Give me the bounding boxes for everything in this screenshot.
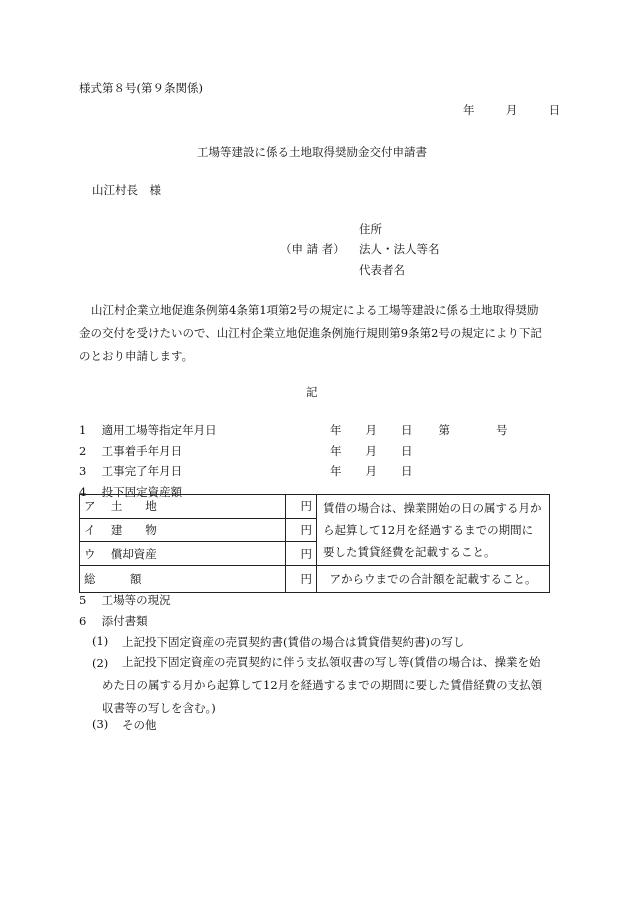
assets-cell <box>80 495 286 519</box>
row-name: 建 物 <box>110 522 157 537</box>
note-lease: 賃借の場合は、操業開始の日の属する月から起算して12月を経過するまでの期間に要した賃貸経費を記載すること。 <box>317 495 550 566</box>
total-unit: 円 <box>285 566 316 593</box>
form-number: 様式第８号(第９条関係) <box>79 81 203 95</box>
item-2-num: 2 <box>79 444 87 458</box>
item-3-num: 3 <box>79 464 87 478</box>
row-unit: 円 <box>285 518 316 542</box>
item-4-label: 投下固定資産額 <box>101 485 183 499</box>
attachment-1-num: (1) <box>92 634 109 648</box>
item-1-label: 適用工場等指定年月日 <box>101 423 217 437</box>
item-2-year: 年 <box>330 444 342 458</box>
item-1-go: 号 <box>496 423 508 437</box>
item-1-year: 年 <box>330 423 342 437</box>
row-unit: 円 <box>285 495 316 519</box>
item-1 <box>79 422 217 438</box>
item-3-month: 月 <box>365 464 377 478</box>
attachment-3-text: その他 <box>122 718 157 732</box>
item-3 <box>79 463 182 479</box>
attachment-2-num: (2) <box>92 656 109 670</box>
item-3-label: 工事完了年月日 <box>101 464 183 478</box>
page-title: 工場等建設に係る土地取得奨励金交付申請書 <box>197 145 427 159</box>
total-name: 総 額 <box>80 566 286 593</box>
item-6 <box>79 613 148 629</box>
item-3-date <box>330 463 413 479</box>
item-5-label: 工場等の現況 <box>101 593 171 607</box>
item-1-num: 1 <box>79 423 87 437</box>
applicant-role: （申 請 者） <box>280 242 345 256</box>
note-total: アからウまでの合計額を記載すること。 <box>317 566 550 593</box>
row-prefix: イ <box>84 522 96 537</box>
applicant-rep-label: 代表者名 <box>359 263 405 277</box>
applicant-corp-label: 法人・法人等名 <box>359 242 440 256</box>
item-1-day: 日 <box>401 423 413 437</box>
item-5 <box>79 592 171 608</box>
attachment-3-num: (3) <box>92 717 109 731</box>
date-day: 日 <box>548 103 561 117</box>
date-line <box>463 102 560 118</box>
attachment-1-text: 上記投下固定資産の売買契約書(賃借の場合は賃貸借契約書)の写し <box>122 635 465 649</box>
attachment-2-text: 上記投下固定資産の売買契約に伴う支払領収書の写し等(賃借の場合は、操業を始めた日の属する月から起算して12月を経過するまでの期間に要した賃借経費の支払領収書等の写しを含む。) <box>102 655 543 715</box>
row-prefix: ア <box>84 499 96 514</box>
item-3-year: 年 <box>330 464 342 478</box>
item-2-month: 月 <box>365 444 377 458</box>
item-2-date <box>330 443 413 459</box>
item-1-month: 月 <box>365 423 377 437</box>
assets-cell <box>80 518 286 542</box>
ki-heading: 記 <box>306 385 318 399</box>
date-year: 年 <box>463 103 475 117</box>
date-month: 月 <box>505 103 518 117</box>
row-unit: 円 <box>285 542 316 566</box>
assets-cell <box>80 542 286 566</box>
assets-row-total <box>80 566 550 593</box>
assets-table <box>79 494 550 593</box>
item-2 <box>79 443 182 459</box>
body-text: 山江村企業立地促進条例第4条第1項第2号の規定による工場等建設に係る土地取得奨励金の交付を受けたいので、山江村企業立地促進条例施行規則第9条第2号の規定により下記のとおり申請します。 <box>79 303 542 363</box>
row-name: 償却資産 <box>110 546 157 561</box>
item-2-label: 工事着手年月日 <box>101 444 183 458</box>
addressee: 山江村長 様 <box>92 183 161 197</box>
item-1-dai: 第 <box>438 423 450 437</box>
item-4-num: 4 <box>79 485 87 499</box>
assets-row-land <box>80 495 550 519</box>
row-prefix: ウ <box>84 546 96 561</box>
item-5-num: 5 <box>79 593 87 607</box>
item-3-day: 日 <box>401 464 413 478</box>
row-name: 土 地 <box>110 499 157 514</box>
applicant-address-label: 住所 <box>359 222 382 236</box>
item-1-date <box>330 422 508 438</box>
item-2-day: 日 <box>401 444 413 458</box>
item-6-num: 6 <box>79 614 87 628</box>
item-6-label: 添付書類 <box>101 614 148 628</box>
